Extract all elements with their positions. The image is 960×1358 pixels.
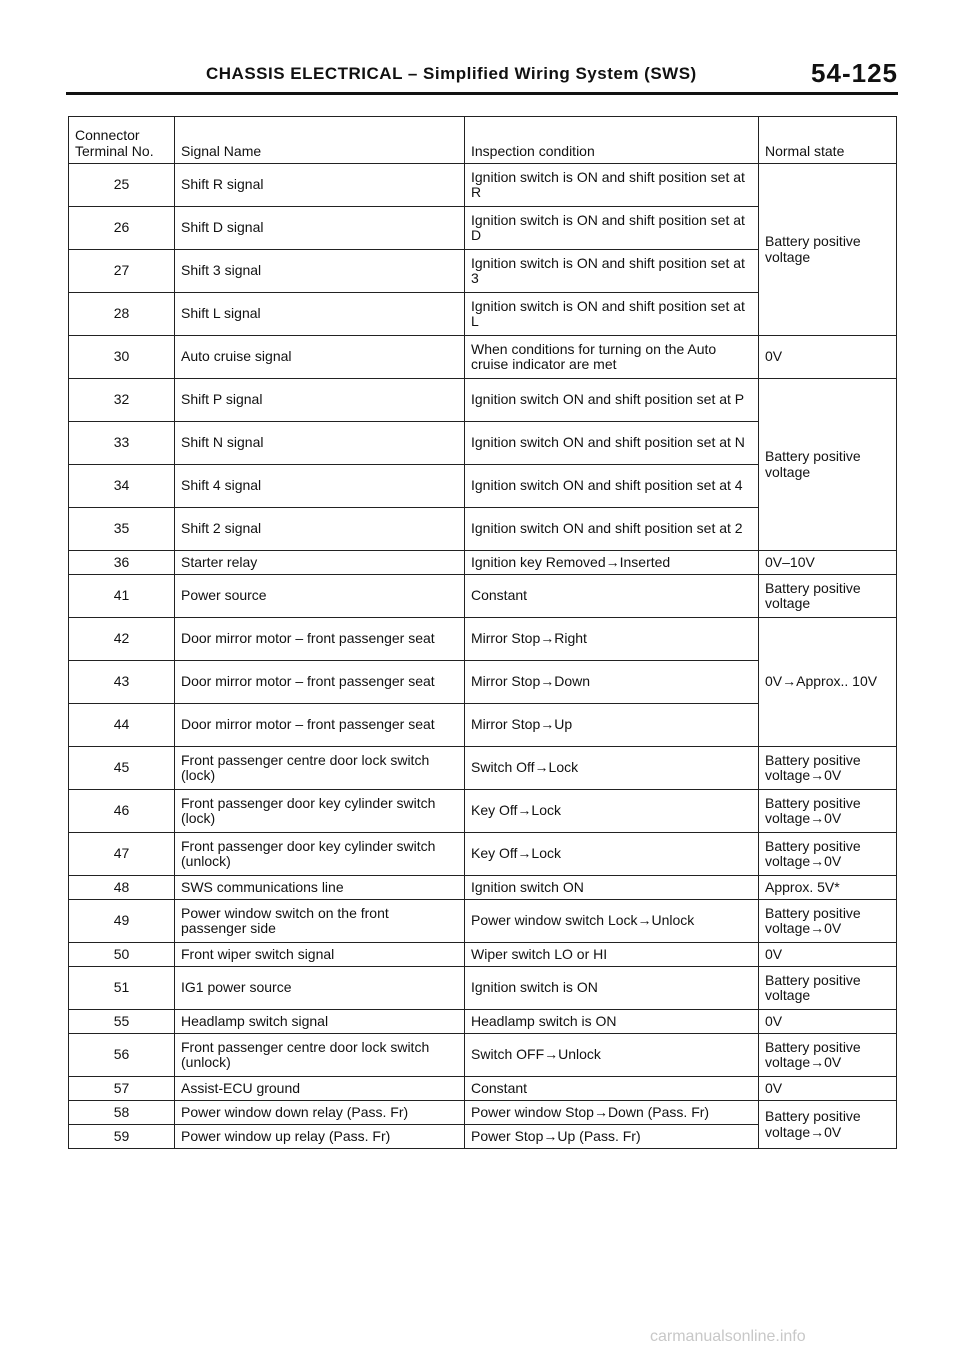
table-row [69,618,897,661]
table-row [69,1077,897,1101]
normal-state-cell: 0V→Approx.. 10V [759,618,897,747]
normal-state-cell: Battery positive voltage→0V [759,1034,897,1077]
condition-cell: Ignition key Removed→Inserted [465,551,759,575]
terminal-cell: 42 [69,618,175,661]
normal-state-cell: Battery positive voltage [759,575,897,618]
terminal-cell: 51 [69,967,175,1010]
signal-cell: Starter relay [175,551,465,575]
page-number: 54-125 [811,58,898,88]
terminal-cell: 30 [69,336,175,379]
page-header [66,58,898,94]
terminal-table [68,116,897,1149]
signal-cell: Front passenger centre door lock switch (lock) [175,747,465,790]
table-row [69,833,897,876]
table-row [69,790,897,833]
table-row [69,551,897,575]
condition-cell: Ignition switch ON and shift position set at N [465,422,759,465]
terminal-cell: 55 [69,1010,175,1034]
signal-cell: Assist-ECU ground [175,1077,465,1101]
condition-cell: Ignition switch is ON [465,967,759,1010]
table-row [69,1101,897,1125]
terminal-cell: 32 [69,379,175,422]
signal-cell: Power window up relay (Pass. Fr) [175,1125,465,1149]
column-header-condition: Inspection condition [465,117,759,164]
condition-cell: Mirror Stop→Up [465,704,759,747]
header-rule [66,92,898,95]
normal-state-cell: Battery positive voltage→0V [759,900,897,943]
signal-cell: Headlamp switch signal [175,1010,465,1034]
terminal-cell: 43 [69,661,175,704]
signal-cell: Door mirror motor – front passenger seat [175,618,465,661]
normal-state-cell: Battery positive voltage [759,967,897,1010]
signal-cell: Front passenger centre door lock switch (unlock) [175,1034,465,1077]
normal-state-cell: Battery positive voltage [759,164,897,336]
terminal-cell: 48 [69,876,175,900]
condition-cell: Switch OFF→Unlock [465,1034,759,1077]
table-row [69,943,897,967]
signal-cell: Shift R signal [175,164,465,207]
table-row [69,336,897,379]
condition-cell: Ignition switch ON and shift position set at 2 [465,508,759,551]
normal-state-cell: 0V [759,943,897,967]
normal-state-cell: 0V [759,1077,897,1101]
normal-state-cell: 0V [759,1010,897,1034]
table-row [69,575,897,618]
signal-cell: Shift D signal [175,207,465,250]
condition-cell: Ignition switch is ON and shift position set at R [465,164,759,207]
signal-cell: Power window switch on the front passenger side [175,900,465,943]
condition-cell: Ignition switch is ON and shift position set at 3 [465,250,759,293]
terminal-cell: 35 [69,508,175,551]
normal-state-cell: Battery positive voltage→0V [759,790,897,833]
column-header-terminal: Connector Terminal No. [69,117,175,164]
signal-cell: Front passenger door key cylinder switch (lock) [175,790,465,833]
table-row [69,379,897,422]
table-row [69,164,897,207]
condition-cell: Ignition switch ON and shift position set at 4 [465,465,759,508]
condition-cell: Mirror Stop→Down [465,661,759,704]
terminal-cell: 56 [69,1034,175,1077]
condition-cell: Power window Stop→Down (Pass. Fr) [465,1101,759,1125]
terminal-cell: 59 [69,1125,175,1149]
terminal-cell: 47 [69,833,175,876]
terminal-cell: 49 [69,900,175,943]
condition-cell: Constant [465,575,759,618]
signal-cell: Shift P signal [175,379,465,422]
condition-cell: Key Off→Lock [465,790,759,833]
table-row [69,900,897,943]
signal-cell: Door mirror motor – front passenger seat [175,704,465,747]
signal-cell: Front wiper switch signal [175,943,465,967]
normal-state-cell: 0V [759,336,897,379]
condition-cell: Switch Off→Lock [465,747,759,790]
table-row [69,747,897,790]
signal-cell: Shift 2 signal [175,508,465,551]
condition-cell: Ignition switch ON and shift position set at P [465,379,759,422]
signal-cell: Power source [175,575,465,618]
table-row [69,876,897,900]
terminal-cell: 41 [69,575,175,618]
signal-cell: Front passenger door key cylinder switch (unlock) [175,833,465,876]
condition-cell: Key Off→Lock [465,833,759,876]
terminal-cell: 46 [69,790,175,833]
condition-cell: Wiper switch LO or HI [465,943,759,967]
terminal-cell: 44 [69,704,175,747]
column-header-signal: Signal Name [175,117,465,164]
terminal-cell: 36 [69,551,175,575]
terminal-cell: 25 [69,164,175,207]
normal-state-cell: Battery positive voltage→0V [759,747,897,790]
normal-state-cell: Approx. 5V* [759,876,897,900]
condition-cell: Power window switch Lock→Unlock [465,900,759,943]
signal-cell: IG1 power source [175,967,465,1010]
signal-cell: Shift L signal [175,293,465,336]
condition-cell: Ignition switch ON [465,876,759,900]
terminal-cell: 34 [69,465,175,508]
condition-cell: Ignition switch is ON and shift position set at D [465,207,759,250]
normal-state-cell: Battery positive voltage→0V [759,833,897,876]
watermark-text: carmanualsonline.info [650,1328,806,1345]
signal-cell: SWS communications line [175,876,465,900]
normal-state-cell: Battery positive voltage→0V [759,1101,897,1149]
terminal-cell: 58 [69,1101,175,1125]
normal-state-cell: Battery positive voltage [759,379,897,551]
table-header-row [69,117,897,164]
condition-cell: Power Stop→Up (Pass. Fr) [465,1125,759,1149]
signal-cell: Power window down relay (Pass. Fr) [175,1101,465,1125]
column-header-normal-state: Normal state [759,117,897,164]
condition-cell: Mirror Stop→Right [465,618,759,661]
terminal-cell: 28 [69,293,175,336]
signal-cell: Auto cruise signal [175,336,465,379]
page-title: CHASSIS ELECTRICAL – Simplified Wiring System (SWS) [206,64,697,83]
signal-cell: Shift 3 signal [175,250,465,293]
table-row [69,967,897,1010]
signal-cell: Shift 4 signal [175,465,465,508]
condition-cell: When conditions for turning on the Auto cruise indicator are met [465,336,759,379]
condition-cell: Headlamp switch is ON [465,1010,759,1034]
condition-cell: Ignition switch is ON and shift position set at L [465,293,759,336]
terminal-cell: 27 [69,250,175,293]
signal-cell: Door mirror motor – front passenger seat [175,661,465,704]
table-row [69,1034,897,1077]
condition-cell: Constant [465,1077,759,1101]
table-row [69,1010,897,1034]
terminal-cell: 57 [69,1077,175,1101]
normal-state-cell: 0V–10V [759,551,897,575]
terminal-cell: 26 [69,207,175,250]
terminal-cell: 45 [69,747,175,790]
terminal-cell: 50 [69,943,175,967]
signal-cell: Shift N signal [175,422,465,465]
terminal-cell: 33 [69,422,175,465]
